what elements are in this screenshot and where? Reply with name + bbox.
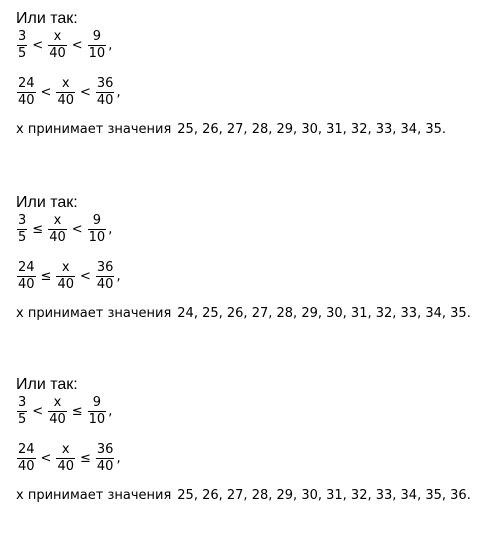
fraction: $\frac{x}{40}$ [49,395,66,427]
relation-sign: ≤ [80,451,91,466]
fraction: $\frac{3}{5}$ [18,213,27,245]
fraction: $\frac{x}{40}$ [49,29,66,61]
relation-sign: < [80,85,91,100]
solution-block-1 [16,10,446,138]
answer-line [16,306,471,322]
inequality-line-2 [16,77,446,108]
inequality-line-2 [16,261,471,292]
inequality-line-1 [16,396,471,427]
block-heading: Или так: [16,194,78,211]
relation-sign: < [32,38,44,53]
inequality-line-1 [16,30,446,61]
comma: , [108,404,113,419]
relation-sign: ≤ [40,269,52,284]
fraction: $\frac{36}{40}$ [96,442,114,474]
answer-values: 24, 25, 26, 27, 28, 29, 30, 31, 32, 33, 34, 35. [177,306,471,321]
block-heading: Или так: [16,376,78,393]
comma: , [116,85,121,100]
fraction: $\frac{24}{40}$ [18,76,35,108]
inequality-line-2 [16,443,471,474]
fraction: $\frac{24}{40}$ [18,442,35,474]
fraction: $\frac{9}{10}$ [88,395,106,427]
answer-values: 25, 26, 27, 28, 29, 30, 31, 32, 33, 34, 35, 36. [177,488,471,503]
relation-sign: ≤ [32,222,44,237]
fraction: $\frac{x}{40}$ [49,213,66,245]
comma: , [108,222,113,237]
relation-sign: < [80,269,91,284]
fraction: $\frac{36}{40}$ [96,76,114,108]
solution-block-2 [16,194,471,322]
solution-block-3 [16,376,471,504]
answer-label: х принимает значения [16,122,172,137]
answer-line [16,122,446,138]
inequality-line-1 [16,214,471,245]
block-heading: Или так: [16,10,78,27]
relation-sign: < [71,222,83,237]
fraction: $\frac{24}{40}$ [18,260,35,292]
answer-label: х принимает значения [16,306,172,321]
fraction: $\frac{36}{40}$ [96,260,114,292]
fraction: $\frac{x}{40}$ [57,76,74,108]
relation-sign: < [71,38,83,53]
answer-label: х принимает значения [16,488,172,503]
comma: , [108,38,113,53]
relation-sign: < [32,404,44,419]
fraction: $\frac{9}{10}$ [88,29,106,61]
relation-sign: < [40,451,52,466]
answer-line [16,488,471,504]
fraction: $\frac{x}{40}$ [57,260,74,292]
fraction: $\frac{x}{40}$ [57,442,74,474]
comma: , [116,451,121,466]
fraction: $\frac{3}{5}$ [18,395,27,427]
comma: , [116,269,121,284]
relation-sign: < [40,85,52,100]
relation-sign: ≤ [71,404,83,419]
answer-values: 25, 26, 27, 28, 29, 30, 31, 32, 33, 34, 35. [177,122,447,137]
fraction: $\frac{9}{10}$ [88,213,106,245]
fraction: $\frac{3}{5}$ [18,29,27,61]
